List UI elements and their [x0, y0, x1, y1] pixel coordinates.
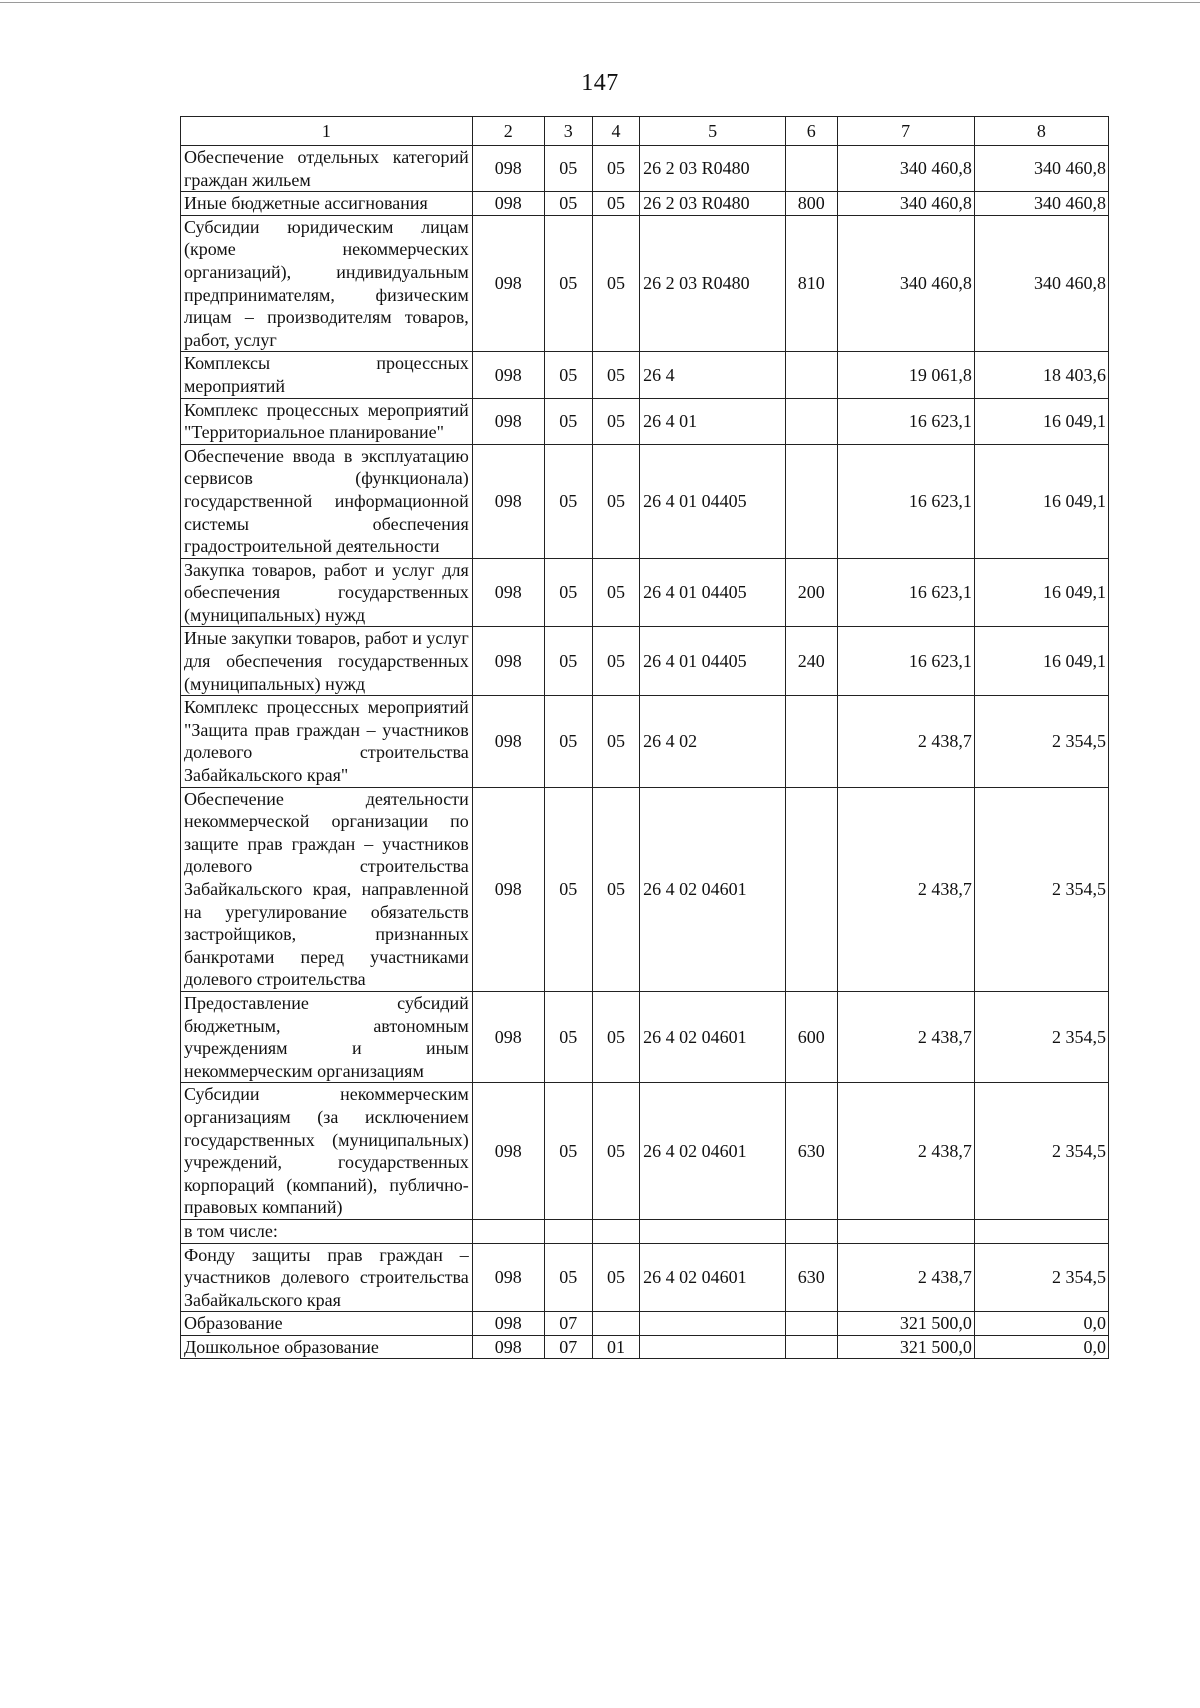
row-col-7: 2 438,7 [837, 696, 974, 787]
row-name: Фонду защиты прав граждан – участников долевого строительства Забайкальского края [181, 1243, 473, 1312]
row-col-4: 01 [592, 1335, 639, 1359]
table-row [181, 398, 1109, 444]
row-col-8: 2 354,5 [974, 991, 1108, 1082]
row-col-5: 26 4 01 04405 [640, 627, 786, 696]
row-col-3: 05 [544, 192, 592, 216]
row-col-8: 16 049,1 [974, 398, 1108, 444]
row-col-2: 098 [472, 558, 544, 627]
row-col-5 [640, 1312, 786, 1336]
col-header: 3 [544, 117, 592, 146]
row-col-6 [786, 1335, 837, 1359]
row-col-4: 05 [592, 991, 639, 1082]
table-row [181, 991, 1109, 1082]
row-col-6: 630 [786, 1243, 837, 1312]
row-col-8: 16 049,1 [974, 444, 1108, 558]
row-col-5: 26 4 02 04601 [640, 991, 786, 1082]
col-header: 8 [974, 117, 1108, 146]
row-col-7: 321 500,0 [837, 1312, 974, 1336]
row-col-4: 05 [592, 1083, 639, 1220]
row-col-7: 340 460,8 [837, 215, 974, 352]
row-col-6 [786, 696, 837, 787]
row-col-8: 18 403,6 [974, 352, 1108, 398]
col-header: 6 [786, 117, 837, 146]
row-name: Комплекс процессных мероприятий "Территориальное планирование" [181, 398, 473, 444]
table-row [181, 627, 1109, 696]
row-col-7: 321 500,0 [837, 1335, 974, 1359]
row-col-4: 05 [592, 696, 639, 787]
table-row [181, 352, 1109, 398]
col-header: 2 [472, 117, 544, 146]
row-name: Закупка товаров, работ и услуг для обеспечения государственных (муниципальных) нужд [181, 558, 473, 627]
row-col-4: 05 [592, 1243, 639, 1312]
row-col-2: 098 [472, 696, 544, 787]
row-col-6 [786, 398, 837, 444]
table-row [181, 215, 1109, 352]
row-col-7: 2 438,7 [837, 1243, 974, 1312]
table-row [181, 787, 1109, 991]
row-col-6: 200 [786, 558, 837, 627]
row-col-2: 098 [472, 444, 544, 558]
row-col-3: 05 [544, 696, 592, 787]
row-col-3: 05 [544, 787, 592, 991]
row-col-4: 05 [592, 146, 639, 192]
row-col-5: 26 4 02 04601 [640, 1083, 786, 1220]
row-col-6: 630 [786, 1083, 837, 1220]
table-row [181, 1243, 1109, 1312]
row-col-6 [786, 1312, 837, 1336]
table-row [181, 1083, 1109, 1220]
row-col-3: 05 [544, 1083, 592, 1220]
table-row [181, 1335, 1109, 1359]
row-col-8: 2 354,5 [974, 1083, 1108, 1220]
row-col-6 [786, 1219, 837, 1243]
row-name: Предоставление субсидий бюджетным, автономным учреждениям и иным некоммерческим организациям [181, 991, 473, 1082]
header-row [181, 117, 1109, 146]
row-col-5: 26 2 03 R0480 [640, 192, 786, 216]
row-col-8: 16 049,1 [974, 558, 1108, 627]
row-col-3: 05 [544, 558, 592, 627]
row-col-4: 05 [592, 398, 639, 444]
row-col-4: 05 [592, 558, 639, 627]
row-col-2: 098 [472, 991, 544, 1082]
row-col-7: 2 438,7 [837, 1083, 974, 1220]
row-col-7: 16 623,1 [837, 444, 974, 558]
row-name: Обеспечение отдельных категорий граждан жильем [181, 146, 473, 192]
row-col-7: 16 623,1 [837, 627, 974, 696]
row-col-4: 05 [592, 192, 639, 216]
col-header: 4 [592, 117, 639, 146]
table-row [181, 444, 1109, 558]
row-col-8: 2 354,5 [974, 787, 1108, 991]
row-col-3: 05 [544, 444, 592, 558]
row-col-2: 098 [472, 1335, 544, 1359]
row-col-8: 340 460,8 [974, 215, 1108, 352]
row-col-3: 05 [544, 398, 592, 444]
table-row [181, 192, 1109, 216]
row-col-7: 16 623,1 [837, 398, 974, 444]
row-col-2: 098 [472, 146, 544, 192]
col-header: 5 [640, 117, 786, 146]
row-name: Субсидии некоммерческим организациям (за исключением государственных (муниципальных) учреждений, государственных корпораций (компаний), публично-правовых компаний) [181, 1083, 473, 1220]
row-col-8: 0,0 [974, 1312, 1108, 1336]
row-col-5: 26 4 02 [640, 696, 786, 787]
row-col-6: 810 [786, 215, 837, 352]
table-row [181, 1312, 1109, 1336]
col-header: 7 [837, 117, 974, 146]
row-col-4: 05 [592, 444, 639, 558]
row-col-5 [640, 1335, 786, 1359]
budget-table [180, 116, 1109, 1359]
row-col-4: 05 [592, 627, 639, 696]
table-row [181, 696, 1109, 787]
row-col-5: 26 4 [640, 352, 786, 398]
row-col-2: 098 [472, 398, 544, 444]
row-col-7: 340 460,8 [837, 146, 974, 192]
row-col-4: 05 [592, 352, 639, 398]
row-name: Субсидии юридическим лицам (кроме некоммерческих организаций), индивидуальным предпринимателям, физическим лицам – производителям товаров, работ, услуг [181, 215, 473, 352]
row-col-2: 098 [472, 1083, 544, 1220]
row-col-5: 26 2 03 R0480 [640, 215, 786, 352]
row-col-7: 2 438,7 [837, 787, 974, 991]
row-col-5: 26 4 02 04601 [640, 787, 786, 991]
row-col-7: 19 061,8 [837, 352, 974, 398]
row-col-6: 240 [786, 627, 837, 696]
row-col-2: 098 [472, 1243, 544, 1312]
row-col-2: 098 [472, 192, 544, 216]
row-name: Обеспечение ввода в эксплуатацию сервисов (функционала) государственной информационной системы обеспечения градостроительной деятельности [181, 444, 473, 558]
row-col-5: 26 4 02 04601 [640, 1243, 786, 1312]
row-col-3: 05 [544, 991, 592, 1082]
row-name: Иные закупки товаров, работ и услуг для обеспечения государственных (муниципальных) нужд [181, 627, 473, 696]
row-col-8: 2 354,5 [974, 696, 1108, 787]
row-col-4: 05 [592, 215, 639, 352]
row-col-2: 098 [472, 1312, 544, 1336]
row-col-7: 2 438,7 [837, 991, 974, 1082]
row-col-3: 05 [544, 215, 592, 352]
row-col-3: 07 [544, 1335, 592, 1359]
row-name: Образование [181, 1312, 473, 1336]
row-name: Обеспечение деятельности некоммерческой организации по защите прав граждан – участников долевого строительства Забайкальского края, направленной на урегулирование обязательств застройщиков, признанных банкротами перед участниками долевого строительства [181, 787, 473, 991]
row-name: Комплекс процессных мероприятий "Защита прав граждан – участников долевого строительства Забайкальского края" [181, 696, 473, 787]
table-row [181, 146, 1109, 192]
row-col-3: 05 [544, 146, 592, 192]
row-col-8: 340 460,8 [974, 192, 1108, 216]
table-body [181, 146, 1109, 1359]
row-col-4: 05 [592, 787, 639, 991]
row-col-4 [592, 1219, 639, 1243]
row-col-5: 26 2 03 R0480 [640, 146, 786, 192]
row-col-3: 05 [544, 627, 592, 696]
table-row [181, 1219, 1109, 1243]
row-col-6: 800 [786, 192, 837, 216]
row-col-3: 05 [544, 1243, 592, 1312]
row-col-8: 0,0 [974, 1335, 1108, 1359]
row-col-7: 340 460,8 [837, 192, 974, 216]
row-name: Иные бюджетные ассигнования [181, 192, 473, 216]
row-col-7 [837, 1219, 974, 1243]
row-col-2: 098 [472, 215, 544, 352]
page-number: 147 [581, 70, 619, 96]
row-col-5: 26 4 01 04405 [640, 444, 786, 558]
row-col-6 [786, 787, 837, 991]
row-name: в том числе: [181, 1219, 473, 1243]
row-col-2: 098 [472, 787, 544, 991]
row-col-8: 16 049,1 [974, 627, 1108, 696]
row-name: Дошкольное образование [181, 1335, 473, 1359]
row-col-6 [786, 146, 837, 192]
row-col-5: 26 4 01 [640, 398, 786, 444]
row-col-6: 600 [786, 991, 837, 1082]
row-col-8: 340 460,8 [974, 146, 1108, 192]
row-col-5 [640, 1219, 786, 1243]
col-header: 1 [181, 117, 473, 146]
row-col-4 [592, 1312, 639, 1336]
page-top-edge [0, 2, 1200, 3]
row-col-8 [974, 1219, 1108, 1243]
row-name: Комплексы процессных мероприятий [181, 352, 473, 398]
row-col-6 [786, 444, 837, 558]
row-col-5: 26 4 01 04405 [640, 558, 786, 627]
row-col-2 [472, 1219, 544, 1243]
row-col-2: 098 [472, 627, 544, 696]
row-col-3: 05 [544, 352, 592, 398]
row-col-3: 07 [544, 1312, 592, 1336]
row-col-8: 2 354,5 [974, 1243, 1108, 1312]
row-col-7: 16 623,1 [837, 558, 974, 627]
row-col-3 [544, 1219, 592, 1243]
table-row [181, 558, 1109, 627]
row-col-6 [786, 352, 837, 398]
row-col-2: 098 [472, 352, 544, 398]
